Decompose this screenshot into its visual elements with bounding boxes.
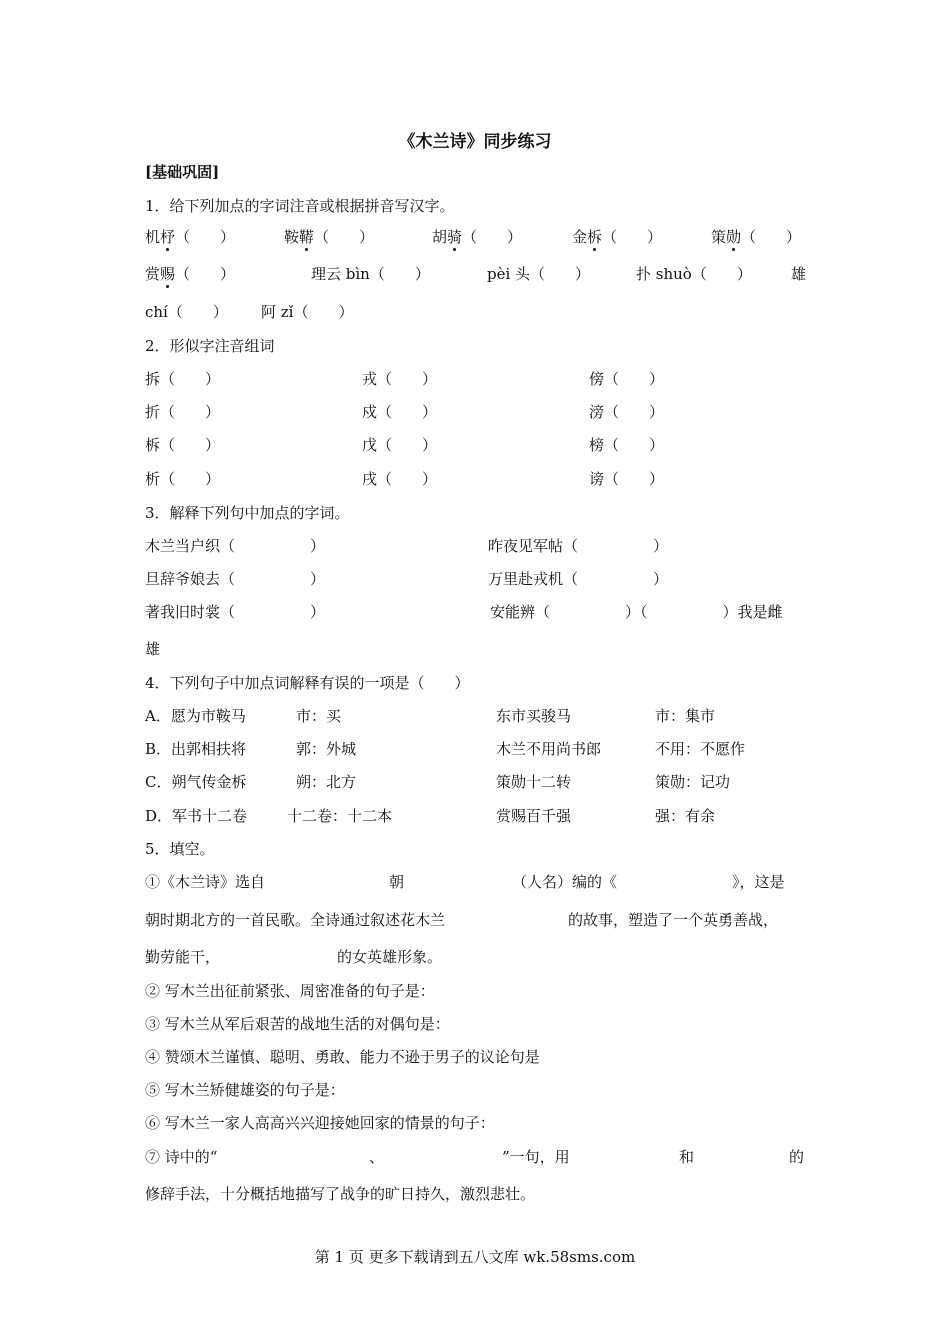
q3-item: 木兰当户织（ ） — [145, 537, 326, 555]
q4-option: 强：有余 — [655, 807, 716, 825]
q4-option: 赏赐百千强 — [496, 807, 572, 825]
q3-item: 安能辨（ ）（ ）我是雌 — [490, 603, 783, 621]
q1-item: 金柝（ ） — [572, 228, 663, 246]
section-heading: [基础巩固] — [145, 163, 220, 181]
q5-text: 朝 — [389, 873, 405, 891]
q2-item: 析（ ） — [145, 470, 221, 488]
q5-text: 》，这是 — [732, 873, 785, 891]
q5-item: ⑥ 写木兰一家人高高兴兴迎接她回家的情景的句子： — [145, 1114, 495, 1132]
q5-item: ⑤ 写木兰矫健雄姿的句子是： — [145, 1081, 345, 1099]
q5-text: （人名）编的《 — [512, 873, 618, 891]
q4-option: 朔：北方 — [296, 773, 357, 791]
q5-text: 的女英雄形象。 — [337, 948, 443, 966]
q1-item: 雄 — [791, 265, 807, 283]
q5-item: ③ 写木兰从军后艰苦的战地生活的对偶句是： — [145, 1015, 450, 1033]
q1-item: 赏赐（ ） — [145, 265, 236, 283]
q4-option: 不用：不愿作 — [655, 740, 746, 758]
q4-prompt: 4．下列句子中加点词解释有误的一项是（ ） — [145, 674, 470, 692]
q3-prompt: 3．解释下列句中加点的字词。 — [145, 504, 350, 522]
q1-item: 理云 bìn（ ） — [311, 265, 430, 283]
q2-item: 傍（ ） — [589, 370, 665, 388]
q2-item: 戍（ ） — [362, 403, 438, 421]
q4-option: B．出郭相扶将 — [145, 740, 247, 758]
q4-option: 十二卷：十二本 — [287, 807, 393, 825]
q5-text: 的 — [789, 1148, 805, 1166]
q4-option: 策勋十二转 — [496, 773, 572, 791]
q5-item: ② 写木兰出征前紧张、周密准备的句子是： — [145, 982, 435, 1000]
q2-item: 折（ ） — [145, 403, 221, 421]
q4-option: 市：买 — [296, 707, 342, 725]
q2-item: 榜（ ） — [589, 436, 665, 454]
q4-option: D．军书十二卷 — [145, 807, 248, 825]
q5-text: ⑦ 诗中的“ — [145, 1148, 218, 1166]
q1-item: 策勋（ ） — [711, 228, 802, 246]
q1-item: 胡骑（ ） — [432, 228, 523, 246]
q1-item: 机杼（ ） — [145, 228, 236, 246]
q3-item: 旦辞爷娘去（ ） — [145, 570, 326, 588]
q1-prompt: 1．给下列加点的字词注音或根据拼音写汉字。 — [145, 197, 455, 215]
q2-item: 戊（ ） — [362, 436, 438, 454]
q5-text: 修辞手法，十分概括地描写了战争的旷日持久，激烈悲壮。 — [145, 1185, 536, 1203]
q1-item: 扑 shuò（ ） — [636, 265, 752, 283]
q5-prompt: 5．填空。 — [145, 840, 215, 858]
q5-text: 勤劳能干， — [145, 948, 221, 966]
q4-option: C．朔气传金柝 — [145, 773, 247, 791]
q3-item: 万里赴戎机（ ） — [488, 570, 669, 588]
q2-item: 拆（ ） — [145, 370, 221, 388]
q3-item: 著我旧时裳（ ） — [145, 603, 326, 621]
q1-item: 阿 zǐ（ ） — [261, 303, 354, 321]
q4-option: 东市买骏马 — [496, 707, 572, 725]
q2-item: 滂（ ） — [589, 403, 665, 421]
q5-text: 和 — [679, 1148, 695, 1166]
q4-option: 木兰不用尚书郎 — [496, 740, 602, 758]
q2-item: 柝（ ） — [145, 436, 221, 454]
q4-option: 策勋：记功 — [655, 773, 731, 791]
q5-text: 朝时期北方的一首民歌。全诗通过叙述花木兰 — [145, 911, 446, 929]
page-footer: 第 1 页 更多下载请到五八文库 wk.58sms.com — [314, 1248, 636, 1266]
q5-text: 、 — [369, 1148, 385, 1166]
q3-item: 雄 — [145, 640, 161, 658]
q5-text: ①《木兰诗》选自 — [145, 873, 266, 891]
q5-item: ④ 赞颂木兰谨慎、聪明、勇敢、能力不逊于男子的议论句是 — [145, 1048, 540, 1066]
q4-option: 郭：外城 — [296, 740, 357, 758]
q3-item: 昨夜见军帖（ ） — [488, 537, 669, 555]
q1-item: pèi 头（ ） — [487, 265, 591, 283]
q4-option: A．愿为市鞍马 — [145, 707, 246, 725]
q2-item: 戌（ ） — [362, 470, 438, 488]
q5-text: 的故事，塑造了一个英勇善战， — [568, 911, 779, 929]
q2-item: 谤（ ） — [589, 470, 665, 488]
q1-item: chí（ ） — [145, 303, 228, 321]
q1-item: 鞍鞯（ ） — [284, 228, 375, 246]
page-title: 《木兰诗》同步练习 — [398, 132, 552, 152]
q2-prompt: 2．形似字注音组词 — [145, 337, 275, 355]
q5-text: ”一句，用 — [502, 1148, 570, 1166]
q4-option: 市：集市 — [655, 707, 716, 725]
q2-item: 戎（ ） — [362, 370, 438, 388]
